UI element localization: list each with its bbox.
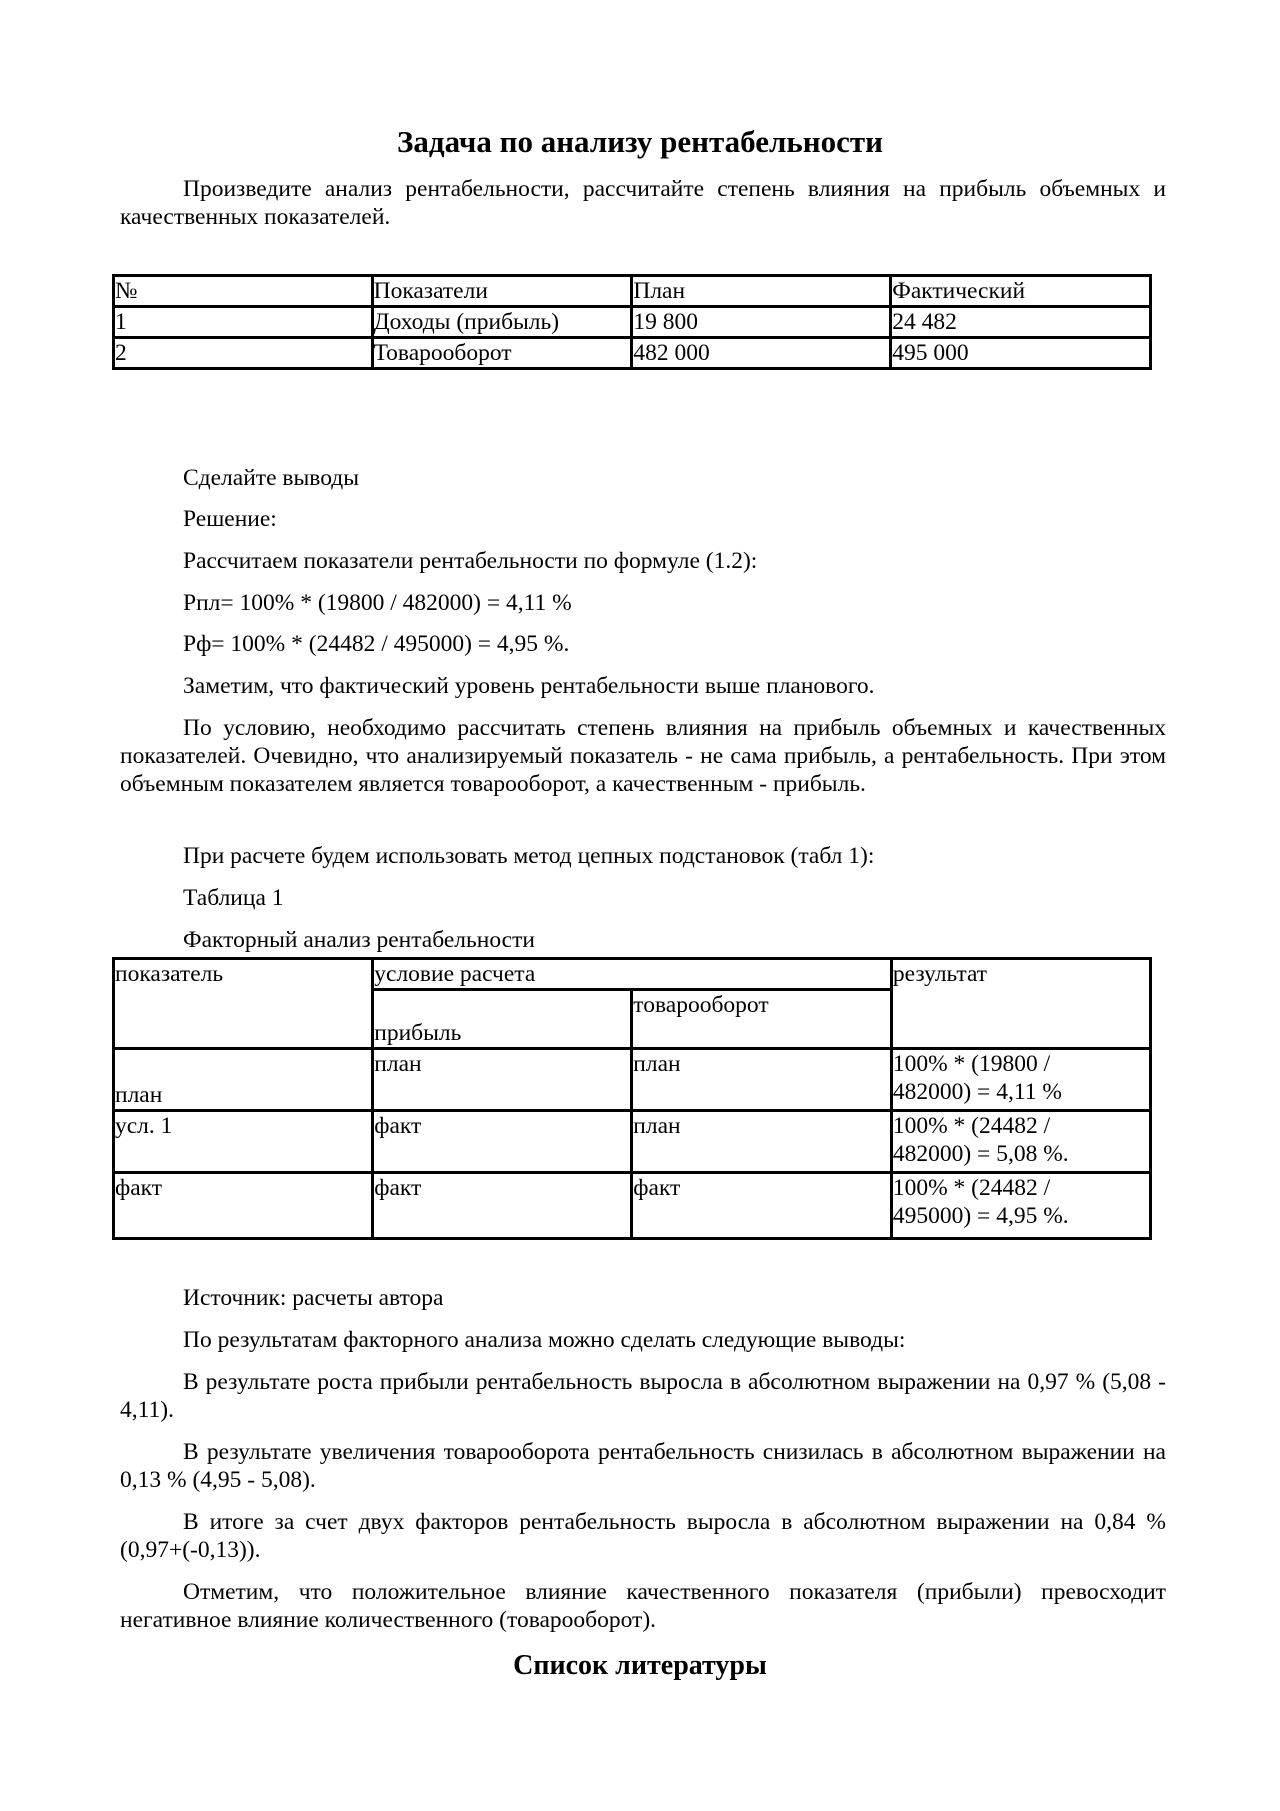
table-cell: 19 800 <box>632 307 891 338</box>
result-line: 482000) = 5,08 %. <box>892 1141 1069 1167</box>
table-header-row <box>114 959 1151 990</box>
table-header-cell: результат <box>891 959 1150 1049</box>
references-title: Список литературы <box>513 1650 767 1681</box>
result-paragraph-1: В результате роста прибыли рентабельность выросла в абсолютном выражении на 0,97 % (5,08 - 4,11). <box>120 1369 1166 1423</box>
table-row <box>114 307 1151 338</box>
table-header-cell: прибыль <box>373 990 632 1049</box>
table-row <box>114 338 1151 369</box>
result-paragraph-2: В результате увеличения товарооборота рентабельность снизилась в абсолютном выражении на 0,13 % (4,95 - 5,08). <box>120 1439 1166 1493</box>
result-line: 100% * (19800 / <box>892 1051 1051 1077</box>
table-cell: план <box>373 1049 632 1111</box>
result-paragraph-3: В итоге за счет двух факторов рентабельность выросла в абсолютном выражении на 0,84 % (0,97+(-0,13)). <box>120 1509 1166 1563</box>
table-cell: 482 000 <box>632 338 891 369</box>
result-line: 495000) = 4,95 %. <box>892 1203 1069 1229</box>
source-line: Источник: расчеты автора <box>183 1285 444 1311</box>
result-line: 482000) = 4,11 % <box>892 1079 1062 1105</box>
page-title: Задача по анализу рентабельности <box>397 124 883 159</box>
table-cell <box>891 1111 1150 1173</box>
table-row <box>114 1049 1151 1111</box>
note-line: Заметим, что фактический уровень рентабельности выше планового. <box>183 673 875 699</box>
table-cell <box>891 1173 1150 1239</box>
table-row <box>114 1173 1151 1239</box>
table-cell: факт <box>373 1111 632 1173</box>
result-line: 100% * (24482 / <box>892 1113 1051 1139</box>
table-cell <box>891 1049 1150 1111</box>
table-cell: усл. 1 <box>114 1111 373 1173</box>
table-header-cell: План <box>632 276 891 307</box>
table-cell: 2 <box>114 338 373 369</box>
table-caption: Таблица 1 <box>183 885 284 911</box>
formula-plan: Рпл= 100% * (19800 / 482000) = 4,11 % <box>183 590 572 616</box>
formula-fact: Рф= 100% * (24482 / 495000) = 4,95 %. <box>183 631 570 657</box>
table-cell: Доходы (прибыль) <box>372 307 632 338</box>
table-header-cell: Фактический <box>891 276 1151 307</box>
table-cell: факт <box>632 1173 892 1239</box>
table-cell: 1 <box>114 307 373 338</box>
calc-intro: Рассчитаем показатели рентабельности по формуле (1.2): <box>183 548 758 574</box>
table-cell: факт <box>114 1173 373 1239</box>
table-title: Факторный анализ рентабельности <box>183 927 535 953</box>
factor-table <box>112 957 1152 1240</box>
data-table <box>112 274 1152 370</box>
result-paragraph-4: Отметим, что положительное влияние качественного показателя (прибыли) превосходит негативное влияние количественного (товарооборот). <box>120 1579 1166 1633</box>
table-cell: 495 000 <box>891 338 1151 369</box>
table-cell: 24 482 <box>891 307 1151 338</box>
table-cell: план <box>114 1049 373 1111</box>
table-header-cell: Показатели <box>372 276 632 307</box>
table-cell: Товарооборот <box>372 338 632 369</box>
table-header-cell: № <box>114 276 373 307</box>
task-intro: Произведите анализ рентабельности, рассчитайте степень влияния на прибыль объемных и качественных показателей. <box>120 176 1166 230</box>
table-header-row <box>114 276 1151 307</box>
results-intro: По результатам факторного анализа можно сделать следующие выводы: <box>183 1327 906 1353</box>
table-cell: факт <box>373 1173 632 1239</box>
table-row <box>114 1111 1151 1173</box>
condition-paragraph: По условию, необходимо рассчитать степень влияния на прибыль объемных и качественных показателей. Очевидно, что анализируемый показатель - не сама прибыль, а рентабельность. При этом объемным показателем является товарооборот, а качественным - прибыль. <box>120 715 1166 797</box>
table-header-cell: товарооборот <box>632 990 892 1049</box>
result-line: 100% * (24482 / <box>892 1175 1051 1201</box>
table-header-cell: условие расчета <box>373 959 892 990</box>
solution-label: Решение: <box>183 506 277 532</box>
table-header-cell: показатель <box>114 959 373 1049</box>
conclusions-line: Сделайте выводы <box>183 465 360 491</box>
method-line: При расчете будем использовать метод цепных подстановок (табл 1): <box>183 843 875 869</box>
table-cell: план <box>632 1111 892 1173</box>
table-cell: план <box>632 1049 892 1111</box>
